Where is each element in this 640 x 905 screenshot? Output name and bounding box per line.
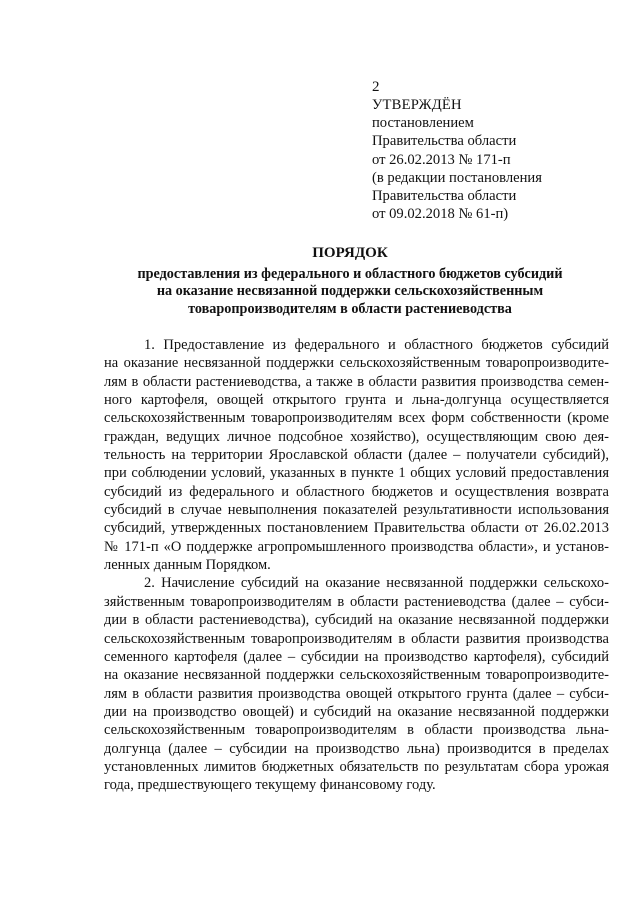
text-line: 2. Начисление субсидий на оказание несвязанной поддержки сельскохо- bbox=[144, 575, 609, 592]
text-line: сельскохозяйственным товаропроизводителям всех форм собственности (кроме bbox=[104, 410, 609, 427]
approval-line: постановлением bbox=[372, 115, 474, 132]
approval-line: от 26.02.2013 № 171-п bbox=[372, 151, 511, 168]
text-line: дии на производство овощей) и субсидий на оказание несвязанной поддержки bbox=[104, 703, 609, 720]
document-body bbox=[104, 336, 609, 795]
text-line: зяйственным товаропроизводителям в области растениеводства (далее – субси- bbox=[104, 593, 609, 610]
text-line: на оказание несвязанной поддержки сельскохозяйственным товаропроизводите- bbox=[104, 355, 609, 372]
approval-stamp bbox=[372, 96, 602, 223]
approval-line: от 09.02.2018 № 61-п) bbox=[372, 206, 509, 223]
title-main: ПОРЯДОК bbox=[312, 245, 388, 261]
title-subtitle-line: предоставления из федерального и областного бюджетов субсидий bbox=[137, 265, 563, 282]
text-line: № 171-п «О поддержке агропромышленного производства области», и установ- bbox=[104, 538, 609, 555]
text-line: на оказание несвязанной поддержки сельскохозяйственным товаропроизводите- bbox=[104, 667, 609, 684]
text-line: сельскохозяйственным товаропроизводителям в области производства льна- bbox=[104, 722, 609, 739]
text-line: установленных лимитов бюджетных обязательств по результатам сбора урожая bbox=[104, 758, 609, 775]
title-subtitle-line: на оказание несвязанной поддержки сельскохозяйственным bbox=[156, 283, 544, 300]
approval-line: (в редакции постановления bbox=[372, 169, 542, 186]
text-line: долгунца (далее – субсидии на производство льна) производится в пределах bbox=[104, 740, 609, 757]
text-line: лям в области растениеводства, а также в области развития производства семен- bbox=[104, 373, 609, 390]
text-line: ленных данным Порядком. bbox=[104, 557, 271, 574]
text-line: сельскохозяйственным товаропроизводителям в области развития производства bbox=[104, 630, 609, 647]
text-line: 1. Предоставление из федерального и областного бюджетов субсидий bbox=[144, 337, 609, 353]
text-line: семенного картофеля (далее – субсидии на производство картофеля), субсидий bbox=[104, 648, 609, 665]
text-line: субсидий из федерального и областного бюджетов и осуществления возврата bbox=[104, 483, 609, 500]
approval-line: УТВЕРЖДЁН bbox=[372, 97, 462, 113]
title-subtitle-line: товаропроизводителям в области растениеводства bbox=[188, 300, 512, 317]
text-line: года, предшествующего текущему финансовому году. bbox=[104, 777, 436, 794]
text-line: тельность на территории Ярославской области (далее – получатели субсидий), bbox=[104, 447, 609, 464]
text-line: ного картофеля, овощей открытого грунта и льна-долгунца осуществляется bbox=[104, 392, 609, 409]
page-number: 2 bbox=[372, 79, 380, 95]
paragraph-1 bbox=[104, 336, 609, 574]
text-line: субсидий, утвержденных постановлением Правительства области от 26.02.2013 bbox=[104, 520, 609, 537]
text-line: лям в области развития производства овощей открытого грунта (далее – субси- bbox=[104, 685, 609, 702]
approval-line: Правительства области bbox=[372, 133, 517, 150]
approval-line: Правительства области bbox=[372, 188, 517, 205]
text-line: субсидий в случае невыполнения показателей результативности использования bbox=[104, 502, 609, 519]
text-line: граждан, ведущих личное подсобное хозяйство), осуществляющим свою дея- bbox=[104, 428, 609, 445]
document-title bbox=[100, 245, 600, 318]
text-line: при соблюдении условий, указанных в пункте 1 общих условий предоставления bbox=[104, 465, 609, 482]
text-line: дии в области растениеводства), субсидий на оказание несвязанной поддержки bbox=[104, 612, 609, 629]
paragraph-2 bbox=[104, 574, 609, 794]
